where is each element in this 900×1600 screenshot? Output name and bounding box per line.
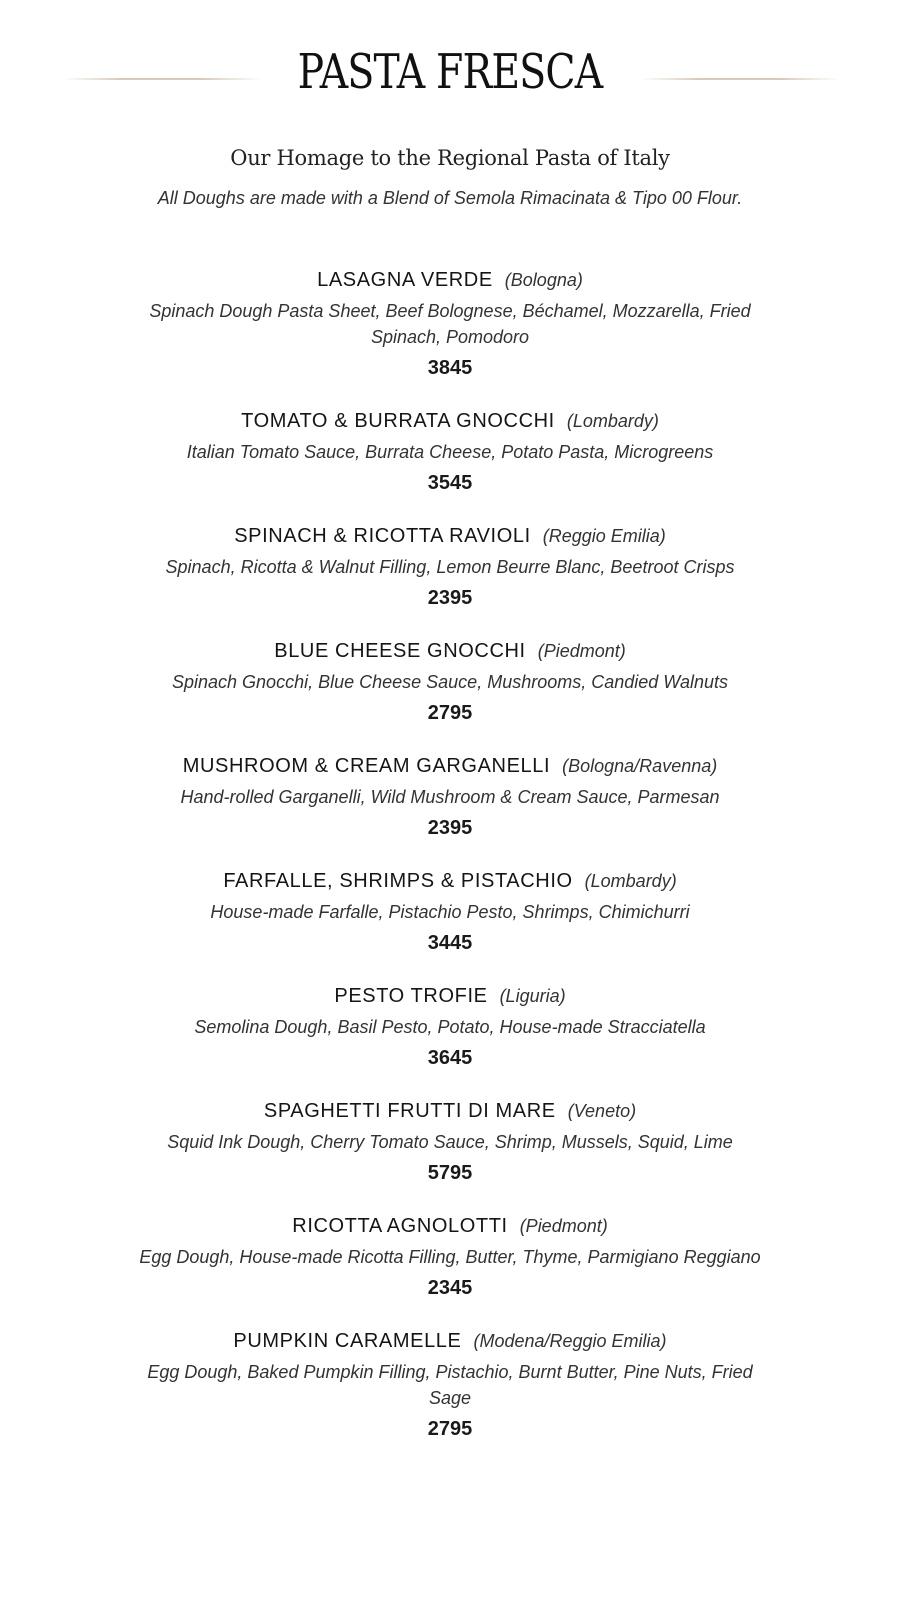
menu-item-heading — [0, 752, 900, 780]
menu-item-heading — [0, 407, 900, 435]
menu-item-heading — [0, 1097, 900, 1125]
dish-price: 3545 — [427, 472, 473, 494]
menu-item-heading — [0, 1327, 900, 1355]
menu-item — [0, 752, 900, 842]
dish-description: Spinach Dough Pasta Sheet, Beef Bolognese, Béchamel, Mozzarella, Fried Spinach, Pomodoro — [149, 301, 751, 347]
dish-name: PESTO TROFIE — [334, 985, 488, 1007]
dish-description: Squid Ink Dough, Cherry Tomato Sauce, Shrimp, Mussels, Squid, Lime — [167, 1132, 733, 1152]
dish-price: 5795 — [427, 1162, 473, 1184]
dish-name: PUMPKIN CARAMELLE — [233, 1330, 462, 1352]
dish-region: (Liguria) — [499, 986, 566, 1006]
flour-note: All Doughs are made with a Blend of Semola Rimacinata & Tipo 00 Flour. — [157, 188, 743, 208]
menu-item-heading — [0, 266, 900, 294]
dish-description: House-made Farfalle, Pistachio Pesto, Shrimps, Chimichurri — [210, 902, 690, 922]
dish-price: 2395 — [427, 587, 473, 609]
dish-description: Semolina Dough, Basil Pesto, Potato, House-made Stracciatella — [194, 1017, 706, 1037]
dish-name: TOMATO & BURRATA GNOCCHI — [241, 410, 555, 432]
menu-item — [0, 867, 900, 957]
menu-header — [0, 40, 900, 120]
dish-price: 3445 — [427, 932, 473, 954]
dish-region: (Modena/Reggio Emilia) — [473, 1331, 667, 1351]
dish-description: Hand-rolled Garganelli, Wild Mushroom & Cream Sauce, Parmesan — [180, 787, 720, 807]
menu-item-heading — [0, 982, 900, 1010]
menu-item-heading — [0, 522, 900, 550]
title-rule-right — [640, 78, 840, 80]
dish-region: (Lombardy) — [584, 871, 677, 891]
menu-item — [0, 1327, 900, 1443]
menu-item — [0, 637, 900, 727]
menu-item — [0, 1212, 900, 1302]
menu-item-heading — [0, 867, 900, 895]
dish-price: 2395 — [427, 817, 473, 839]
dish-region: (Veneto) — [567, 1101, 637, 1121]
dish-name: FARFALLE, SHRIMPS & PISTACHIO — [223, 870, 573, 892]
dish-name: SPAGHETTI FRUTTI DI MARE — [263, 1100, 556, 1122]
dish-region: (Bologna/Ravenna) — [562, 756, 718, 776]
dish-price: 2345 — [427, 1277, 473, 1299]
dish-name: SPINACH & RICOTTA RAVIOLI — [234, 525, 531, 547]
dish-price: 3645 — [427, 1047, 473, 1069]
dish-description: Spinach Gnocchi, Blue Cheese Sauce, Mushrooms, Candied Walnuts — [172, 672, 728, 692]
menu-subtitle: Our Homage to the Regional Pasta of Italy — [230, 146, 670, 170]
dish-name: RICOTTA AGNOLOTTI — [292, 1215, 508, 1237]
menu-item — [0, 1097, 900, 1187]
menu-item-heading — [0, 637, 900, 665]
dish-region: (Piedmont) — [537, 641, 626, 661]
dish-description: Spinach, Ricotta & Walnut Filling, Lemon Beurre Blanc, Beetroot Crisps — [165, 557, 735, 577]
dish-price: 3845 — [427, 357, 473, 379]
menu-item — [0, 407, 900, 497]
dish-description: Italian Tomato Sauce, Burrata Cheese, Potato Pasta, Microgreens — [186, 442, 714, 462]
dish-name: MUSHROOM & CREAM GARGANELLI — [182, 755, 551, 777]
page-title: PASTA FRESCA — [297, 44, 603, 100]
dish-region: (Piedmont) — [519, 1216, 608, 1236]
menu-item — [0, 266, 900, 382]
dish-name: LASAGNA VERDE — [317, 269, 493, 291]
dish-description: Egg Dough, House-made Ricotta Filling, Butter, Thyme, Parmigiano Reggiano — [139, 1247, 761, 1267]
menu-item-list — [0, 266, 900, 1468]
dish-price: 2795 — [427, 702, 473, 724]
dish-name: BLUE CHEESE GNOCCHI — [274, 640, 526, 662]
dish-price: 2795 — [427, 1418, 473, 1440]
dish-region: (Reggio Emilia) — [542, 526, 666, 546]
menu-item-heading — [0, 1212, 900, 1240]
menu-item — [0, 522, 900, 612]
menu-item — [0, 982, 900, 1072]
dish-region: (Bologna) — [504, 270, 583, 290]
dish-region: (Lombardy) — [566, 411, 659, 431]
dish-description: Egg Dough, Baked Pumpkin Filling, Pistachio, Burnt Butter, Pine Nuts, Fried Sage — [147, 1362, 753, 1408]
